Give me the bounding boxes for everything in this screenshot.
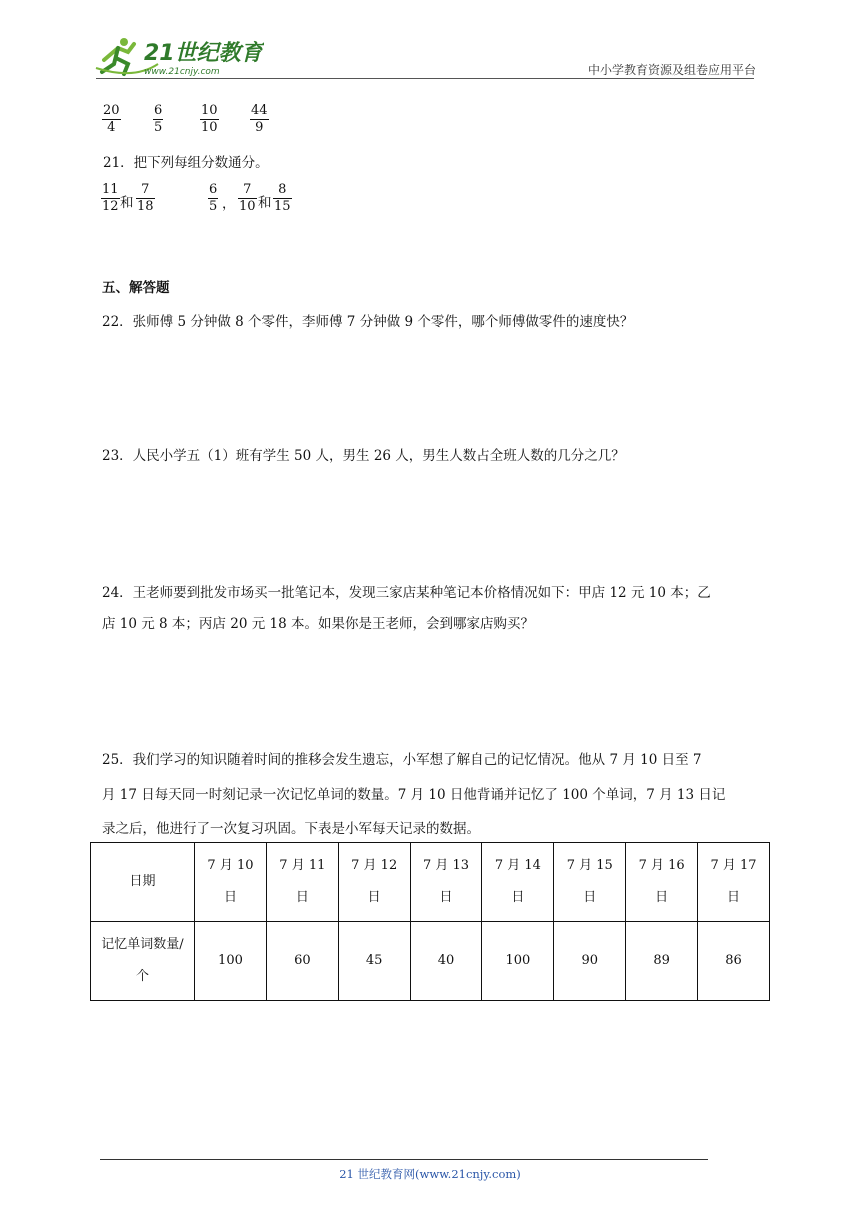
section-heading: 五、解答题: [102, 280, 170, 296]
logo: [94, 34, 264, 80]
fraction-7-18: 7 18: [137, 182, 154, 214]
footer-text[interactable]: 21 世纪教育网(www.21cnjy.com): [339, 1167, 521, 1181]
fraction-11-12: 11 12: [102, 182, 119, 214]
question-21: 21．把下列每组分数通分。: [103, 155, 269, 171]
memory-table: [90, 842, 770, 1001]
question-24-line1: 24．王老师要到批发市场买一批笔记本，发现三家店某种笔记本价格情况如下：甲店 12 元 10 本；乙: [102, 585, 711, 601]
table-cell-date: 7 月 16 日: [626, 843, 698, 922]
table-cell-date: 7 月 10 日: [195, 843, 267, 922]
table-cell-date: 7 月 11 日: [266, 843, 338, 922]
fraction-8-15: 8 15: [274, 182, 291, 214]
table-cell-date: 7 月 13 日: [410, 843, 482, 922]
joiner-and-2: 和: [258, 195, 272, 211]
runner-logo-icon: [94, 34, 264, 80]
question-23: 23．人民小学五（1）班有学生 50 人，男生 26 人，男生人数占全班人数的几分之几？: [102, 448, 625, 464]
table-cell-date: 7 月 17 日: [698, 843, 770, 922]
table-cell-value: 100: [195, 922, 267, 1001]
joiner-and: 和: [120, 195, 134, 211]
question-25-line3: 录之后，他进行了一次复习巩固。下表是小军每天记录的数据。: [102, 821, 480, 837]
header-divider: [96, 78, 754, 79]
table-header-count: 记忆单词数量/个: [91, 922, 195, 1001]
fraction-7-10: 7 10: [239, 182, 256, 214]
table-cell-value: 90: [554, 922, 626, 1001]
table-cell-value: 89: [626, 922, 698, 1001]
table-cell-value: 60: [266, 922, 338, 1001]
table-cell-value: 100: [482, 922, 554, 1001]
table-cell-date: 7 月 12 日: [338, 843, 410, 922]
table-cell-value: 40: [410, 922, 482, 1001]
platform-name: 中小学教育资源及组卷应用平台: [587, 63, 756, 77]
logo-url: www.21cnjy.com: [144, 67, 220, 77]
separator-comma: ，: [222, 196, 236, 212]
fraction-10-10: 10 10: [201, 103, 218, 135]
logo-text: 21世纪教育: [144, 41, 263, 66]
fraction-44-9: 44 9: [251, 103, 268, 135]
table-row-values: [91, 922, 770, 1001]
fraction-20-4: 20 4: [103, 103, 120, 135]
table-cell-date: 7 月 15 日: [554, 843, 626, 922]
table-cell-value: 86: [698, 922, 770, 1001]
question-22: 22．张师傅 5 分钟做 8 个零件，李师傅 7 分钟做 9 个零件，哪个师傅做零件的速度快？: [102, 314, 634, 330]
table-row-dates: [91, 843, 770, 922]
table-header-date: 日期: [91, 843, 195, 922]
fraction-6-5-b: 6 5: [209, 182, 218, 214]
table-cell-date: 7 月 14 日: [482, 843, 554, 922]
fraction-6-5: 6 5: [154, 103, 163, 135]
question-25-line1: 25．我们学习的知识随着时间的推移会发生遗忘，小军想了解自己的记忆情况。他从 7 月 10 日至 7: [102, 752, 702, 768]
footer-divider: [100, 1159, 708, 1160]
question-25-line2: 月 17 日每天同一时刻记录一次记忆单词的数量。7 月 10 日他背诵并记忆了 100 个单词，7 月 13 日记: [102, 787, 726, 803]
table-cell-value: 45: [338, 922, 410, 1001]
question-24-line2: 店 10 元 8 本；丙店 20 元 18 本。如果你是王老师，会到哪家店购买？: [102, 616, 534, 632]
